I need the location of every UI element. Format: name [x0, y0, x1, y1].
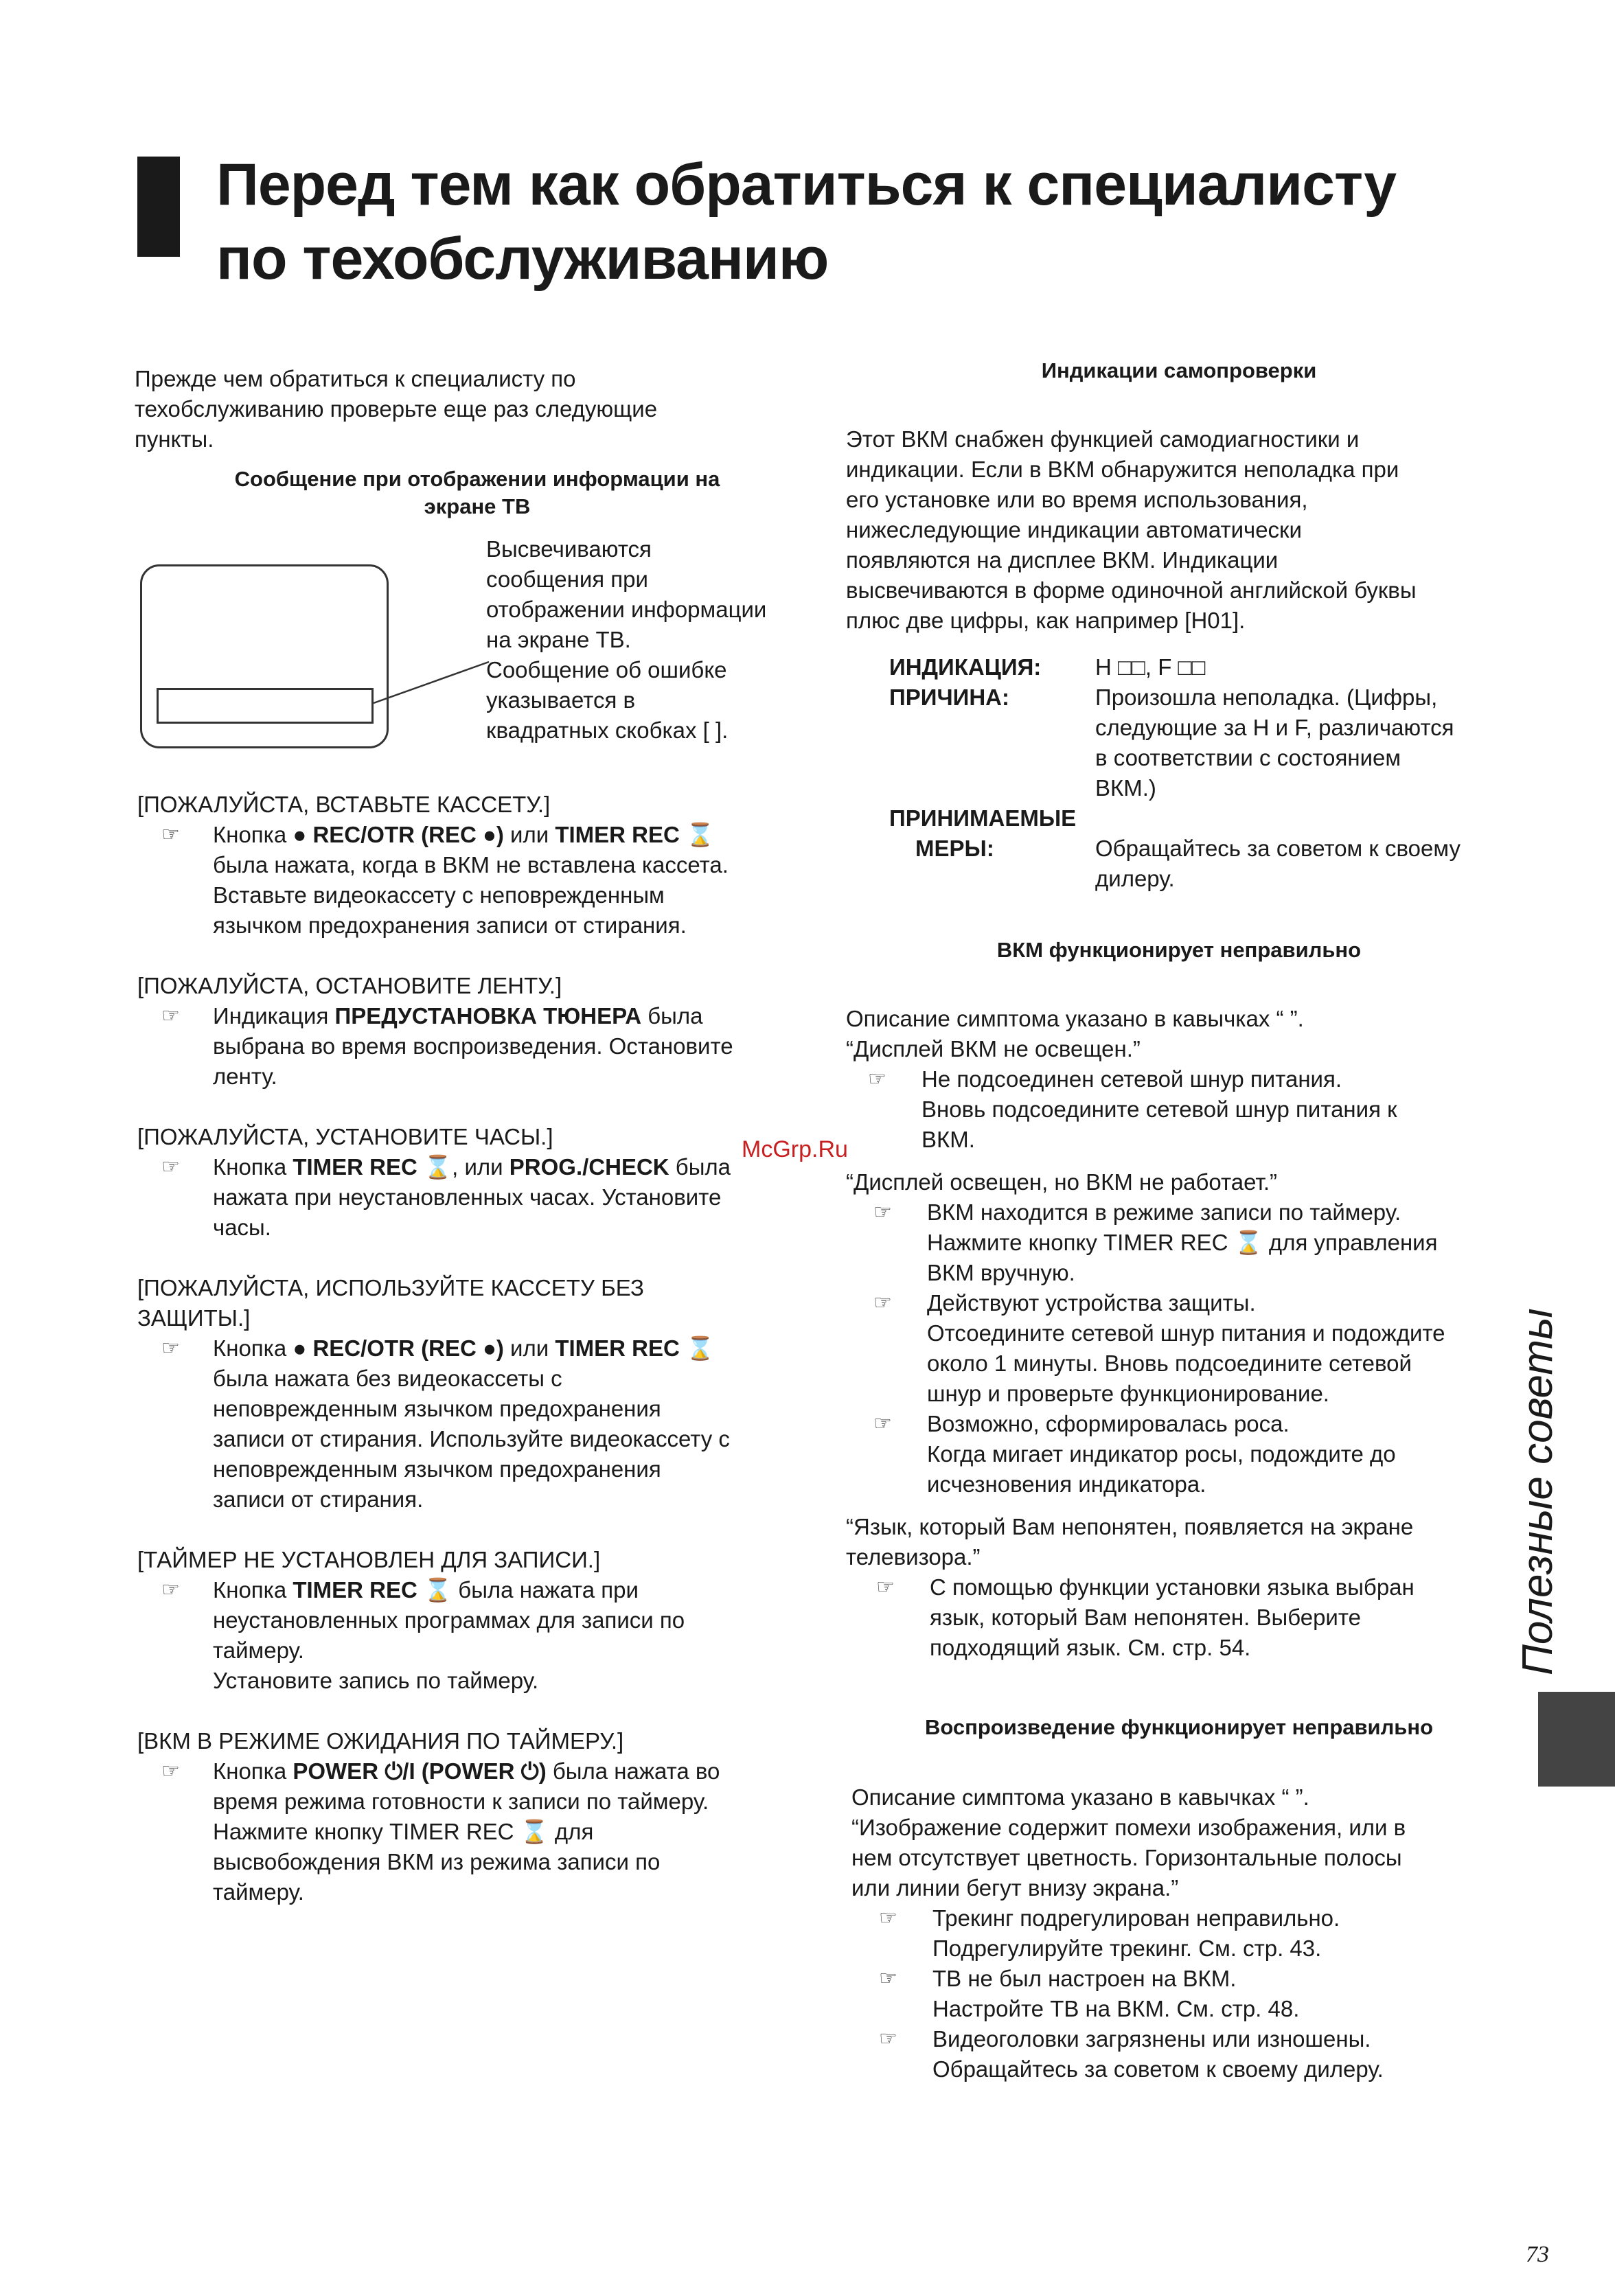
remedy-item [868, 1064, 1512, 1155]
symptom: “Дисплей ВКМ не освещен.” [846, 1036, 1141, 1061]
message-timer-not-set [137, 1545, 817, 1696]
hand-pointer-icon: ☞ [868, 1068, 886, 1090]
remedy-line: около 1 минуты. Вновь подсоедините сетевой [927, 1351, 1412, 1376]
remedy-line: язык, который Вам непонятен. Выберите [930, 1605, 1361, 1630]
tv-heading-line2: экране ТВ [424, 494, 531, 518]
message-stop-tape [137, 971, 817, 1092]
message-line: неповрежденным язычком предохранения [213, 1396, 661, 1421]
remedy-line: Обращайтесь за советом к своему дилеру. [932, 2056, 1384, 2082]
selfcheck-line: высвечиваются в форме одиночной английской буквы [846, 577, 1417, 603]
tv-message-area [157, 688, 374, 724]
section-tab-marker [1538, 1692, 1615, 1787]
message-line: часы. [213, 1215, 271, 1240]
symptom: “Язык, который Вам непонятен, появляется на экране [846, 1514, 1414, 1539]
message-title: [ПОЖАЛУЙСТА, УСТАНОВИТЕ ЧАСЫ.] [137, 1124, 553, 1149]
remedy-line: Не подсоединен сетевой шнур питания. [921, 1066, 1342, 1092]
tv-section-heading [137, 466, 817, 520]
message-item [161, 1575, 817, 1696]
message-line: была нажата, когда в ВКМ не вставлена кассета. [213, 852, 729, 877]
intro-text [135, 364, 753, 455]
message-title: [ПОЖАЛУЙСТА, ИСПОЛЬЗУЙТЕ КАССЕТУ БЕЗ [137, 1275, 644, 1300]
remedy-item [873, 1288, 1512, 1409]
symptom: “Дисплей освещен, но ВКМ не работает.” [846, 1169, 1277, 1195]
hand-pointer-icon: ☞ [879, 1907, 897, 1929]
action-value [1095, 834, 1528, 894]
symptom: нем отсутствует цветность. Горизонтальные полосы [851, 1845, 1402, 1870]
button-name: TIMER REC ⌛ [293, 1577, 453, 1603]
remedy-line: ВКМ находится в режиме записи по таймеру. [927, 1199, 1401, 1225]
message-line: записи от стирания. [213, 1486, 424, 1512]
cause-line: ВКМ.) [1095, 775, 1156, 801]
selfcheck-line: его установке или во время использования, [846, 487, 1308, 512]
remedy-line: Нажмите кнопку TIMER REC ⌛ для управления [927, 1230, 1438, 1255]
vcr-intro-line: Описание симптома указано в кавычках “ ”. [846, 1006, 1304, 1031]
hand-pointer-icon: ☞ [161, 823, 180, 846]
message-title: [ПОЖАЛУЙСТА, ОСТАНОВИТЕ ЛЕНТУ.] [137, 973, 562, 998]
remedy-line: Вновь подсоедините сетевой шнур питания к [921, 1097, 1397, 1122]
message-text: была [669, 1154, 731, 1180]
indication-label: ИНДИКАЦИЯ: [889, 654, 1042, 680]
hand-pointer-icon: ☞ [876, 1576, 895, 1598]
remedy-item [876, 1572, 1512, 1663]
remedy-line: шнур и проверьте функционирование. [927, 1381, 1329, 1406]
remedy-line: Видеоголовки загрязнены или изношены. [932, 2026, 1371, 2052]
message-line: Вставьте видеокассету с неповрежденным [213, 882, 665, 908]
page-number: 73 [1526, 2242, 1549, 2267]
selfcheck-text [846, 424, 1512, 636]
message-line: время режима готовности к записи по таймеру. [213, 1789, 709, 1814]
hand-pointer-icon: ☞ [161, 1004, 180, 1027]
tv-desc-line: сообщения при [486, 566, 648, 592]
remedy-item [873, 1197, 1512, 1288]
hand-pointer-icon: ☞ [873, 1412, 892, 1435]
action-row [889, 803, 1528, 894]
remedy-line: Когда мигает индикатор росы, подождите до [927, 1441, 1396, 1467]
message-line: была нажата без видеокассеты с [213, 1366, 562, 1391]
intro-paragraph: Прежде чем обратиться к специалисту по техобслуживанию проверьте еще раз следующие пункты. [135, 366, 658, 452]
selfcheck-line: индикации. Если в ВКМ обнаружится неполадка при [846, 457, 1399, 482]
cause-line: следующие за H и F, различаются [1095, 715, 1454, 740]
message-line: неустановленных программах для записи по [213, 1607, 685, 1633]
tv-desc-line: отображении информации [486, 597, 767, 622]
message-title: ЗАЩИТЫ.] [137, 1305, 251, 1331]
message-line: таймеру. [213, 1638, 304, 1663]
hand-pointer-icon: ☞ [161, 1156, 180, 1178]
hand-pointer-icon: ☞ [879, 2028, 897, 2050]
message-use-unprotected-cassette [137, 1273, 817, 1515]
message-line: Установите запись по таймеру. [213, 1668, 539, 1693]
tv-description [486, 534, 809, 746]
cause-label: ПРИЧИНА: [889, 685, 1010, 710]
message-text: Кнопка [213, 1335, 293, 1361]
message-line: высвобождения ВКМ из режима записи по [213, 1849, 661, 1874]
playback-malfunction-section [851, 1782, 1517, 2085]
message-line: таймеру. [213, 1879, 304, 1905]
selfcheck-line: Этот ВКМ снабжен функцией самодиагностики и [846, 426, 1360, 452]
message-item [161, 1152, 817, 1243]
hand-pointer-icon: ☞ [873, 1201, 892, 1224]
hand-pointer-icon: ☞ [873, 1292, 892, 1314]
message-item [161, 1756, 817, 1907]
symptom: “Изображение содержит помехи изображения, или в [851, 1815, 1406, 1840]
hand-pointer-icon: ☞ [161, 1578, 180, 1601]
title-bar-decoration [137, 157, 180, 257]
message-text: была нажата при [452, 1577, 639, 1603]
message-text: , или [452, 1154, 509, 1180]
button-name: ● REC/OTR (REC ●) [293, 822, 504, 847]
vcr-malfunction-heading: ВКМ функционирует неправильно [996, 938, 1362, 962]
message-insert-cassette [137, 790, 817, 941]
button-name: TIMER REC ⌛ [293, 1154, 453, 1180]
action-line: дилеру. [1095, 866, 1175, 891]
message-text: Кнопка [213, 1577, 293, 1603]
button-name: TIMER REC ⌛ [555, 822, 715, 847]
page-title [216, 148, 1555, 296]
remedy-line: исчезновения индикатора. [927, 1471, 1206, 1497]
indication-row [889, 652, 1528, 682]
action-label: МЕРЫ: [915, 836, 994, 861]
vcr-malfunction-section [846, 1004, 1512, 1663]
indication-value: H □□, F □□ [1095, 654, 1206, 680]
page-title-line2: по техобслуживанию [216, 226, 829, 292]
tv-desc-line: Высвечиваются [486, 536, 652, 562]
message-text: Кнопка [213, 1154, 293, 1180]
message-title: [ПОЖАЛУЙСТА, ВСТАВЬТЕ КАССЕТУ.] [137, 792, 551, 817]
tv-desc-line: на экране ТВ. [486, 627, 631, 652]
side-section-label: Полезные советы [1514, 1308, 1561, 1675]
message-line: язычком предохранения записи от стирания. [213, 912, 687, 938]
button-name: PROG./CHECK [509, 1154, 669, 1180]
message-title: [ТАЙМЕР НЕ УСТАНОВЛЕН ДЛЯ ЗАПИСИ.] [137, 1547, 601, 1572]
message-line: неповрежденным язычком предохранения [213, 1456, 661, 1482]
hand-pointer-icon: ☞ [161, 1760, 180, 1782]
cause-line: в соответствии с состоянием [1095, 745, 1401, 770]
message-item [161, 1001, 817, 1092]
cause-row [889, 682, 1528, 803]
remedy-line: Трекинг подрегулирован неправильно. [932, 1905, 1340, 1931]
message-text: была [641, 1003, 703, 1029]
remedy-item [879, 1903, 1517, 1964]
watermark: McGrp.Ru [742, 1136, 848, 1162]
message-title: [ВКМ В РЕЖИМЕ ОЖИДАНИЯ ПО ТАЙМЕРУ.] [137, 1728, 624, 1754]
action-label: ПРИНИМАЕМЫЕ [889, 805, 1077, 831]
remedy-line: С помощью функции установки языка выбран [930, 1574, 1414, 1600]
cause-value [1095, 682, 1528, 803]
remedy-line: Настройте ТВ на ВКМ. См. стр. 48. [932, 1996, 1300, 2021]
remedy-line: Возможно, сформировалась роса. [927, 1411, 1290, 1436]
remedy-item [879, 2024, 1517, 2085]
button-name: TIMER REC ⌛ [555, 1335, 715, 1361]
remedy-line: подходящий язык. См. стр. 54. [930, 1635, 1251, 1660]
symptom: телевизора.” [846, 1544, 981, 1570]
selfcheck-line: нижеследующие индикации автоматически [846, 517, 1302, 542]
button-name: ● REC/OTR (REC ●) [293, 1335, 504, 1361]
message-line: выбрана во время воспроизведения. Остановите [213, 1033, 733, 1059]
playback-malfunction-heading: Воспроизведение функционирует неправильно [924, 1715, 1434, 1739]
tv-pointer-line [371, 659, 494, 707]
tv-heading-line1: Сообщение при отображении информации на [234, 467, 720, 491]
message-timer-standby [137, 1726, 817, 1907]
indication-table [889, 652, 1528, 894]
tv-desc-line: указывается в [486, 687, 636, 713]
remedy-line: Отсоедините сетевой шнур питания и подождите [927, 1320, 1445, 1346]
indicator-name: ПРЕДУСТАНОВКА ТЮНЕРА [334, 1003, 642, 1029]
remedy-line: Подрегулируйте трекинг. См. стр. 43. [932, 1936, 1322, 1961]
message-line: записи от стирания. Используйте видеокассету с [213, 1426, 730, 1451]
page-title-line1: Перед тем как обратиться к специалисту [216, 152, 1397, 218]
cause-line: Произошла неполадка. (Цифры, [1095, 685, 1438, 710]
remedy-line: ВКМ. [921, 1127, 975, 1152]
selfcheck-line: появляются на дисплее ВКМ. Индикации [846, 547, 1279, 573]
message-text: была нажата во [546, 1758, 720, 1784]
playback-intro-line: Описание симптома указано в кавычках “ ”. [851, 1784, 1309, 1810]
message-text: Кнопка [213, 1758, 293, 1784]
button-name: POWER ⏻/I (POWER ⏻) [293, 1758, 547, 1784]
remedy-line: Действуют устройства защиты. [927, 1290, 1256, 1316]
message-text: Кнопка [213, 822, 293, 847]
tv-desc-line: квадратных скобках [ ]. [486, 718, 729, 743]
message-text: или [503, 1335, 555, 1361]
selfcheck-line: плюс две цифры, как например [H01]. [846, 608, 1246, 633]
message-set-clock [137, 1122, 817, 1243]
message-item [161, 820, 817, 941]
remedy-item [873, 1409, 1512, 1500]
selfcheck-heading: Индикации самопроверки [1041, 358, 1317, 382]
action-line: Обращайтесь за советом к своему [1095, 836, 1461, 861]
message-line: нажата при неустановленных часах. Установите [213, 1184, 722, 1210]
tv-desc-line: Сообщение об ошибке [486, 657, 727, 682]
message-line: Нажмите кнопку TIMER REC ⌛ для [213, 1819, 594, 1844]
message-item [161, 1333, 817, 1515]
remedy-line: ТВ не был настроен на ВКМ. [932, 1966, 1237, 1991]
message-text: или [503, 822, 555, 847]
hand-pointer-icon: ☞ [879, 1967, 897, 1990]
remedy-item [879, 1964, 1517, 2024]
remedy-line: ВКМ вручную. [927, 1260, 1075, 1285]
hand-pointer-icon: ☞ [161, 1337, 180, 1359]
message-text: Индикация [213, 1003, 335, 1029]
message-line: ленту. [213, 1064, 277, 1089]
symptom: или линии бегут внизу экрана.” [851, 1875, 1179, 1901]
